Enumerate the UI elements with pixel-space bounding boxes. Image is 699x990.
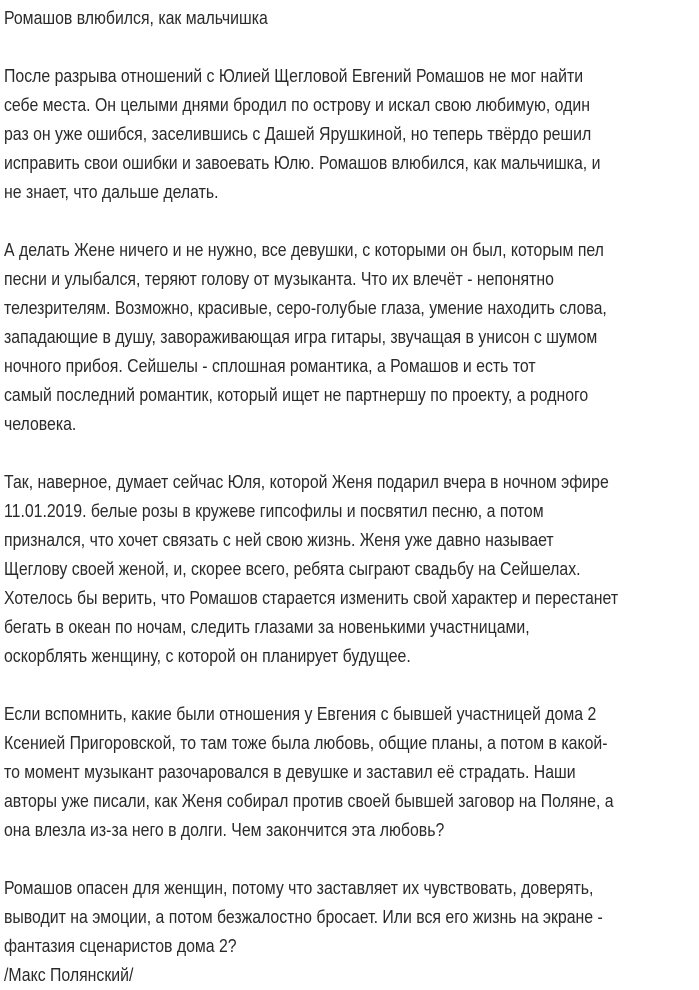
text-line: Хотелось бы верить, что Ромашов старается изменить свой характер и перестанет	[4, 588, 619, 608]
text-line: себе места. Он целыми днями бродил по острову и искал свою любимую, один	[4, 95, 590, 115]
text-line: раз он уже ошибся, заселившись с Дашей Ярушкиной, но теперь твёрдо решил	[4, 124, 592, 144]
text-line: человека.	[4, 414, 77, 434]
text-line: Ромашов опасен для женщин, потому что заставляет их чувствовать, доверять,	[4, 878, 594, 898]
text-line: бегать в океан по ночам, следить глазами за новенькими участницами,	[4, 617, 530, 637]
text-line: самый последний романтик, который ищет не партнершу по проекту, а родного	[4, 385, 589, 405]
article	[4, 4, 673, 990]
text-line: Если вспомнить, какие были отношения у Евгения с бывшей участницей дома 2	[4, 704, 597, 724]
text-line: не знает, что дальше делать.	[4, 182, 219, 202]
paragraph-5	[4, 874, 673, 961]
article-title: Ромашов влюбился, как мальчишка	[4, 8, 268, 28]
text-line: исправить свои ошибки и завоевать Юлю. Ромашов влюбился, как мальчишка, и	[4, 153, 601, 173]
text-line: Ксенией Пригоровской, то там тоже была любовь, общие планы, а потом в какой-	[4, 733, 608, 753]
paragraph-2	[4, 236, 673, 439]
text-line: признался, что хочет связать с ней свою жизнь. Женя уже давно называет	[4, 530, 554, 550]
paragraph-3	[4, 468, 673, 671]
text-line: телезрителям. Возможно, красивые, серо-голубые глаза, умение находить слова,	[4, 298, 607, 318]
author-signature: /Макс Полянский/	[4, 965, 134, 985]
text-line: она влезла из-за него в долги. Чем закончится эта любовь?	[4, 820, 445, 840]
text-line: Щеглову своей женой, и, скорее всего, ребята сыграют свадьбу на Сейшелах.	[4, 559, 581, 579]
text-line: западающие в душу, завораживающая игра гитары, звучащая в унисон с шумом	[4, 327, 598, 347]
paragraph-4	[4, 700, 673, 845]
text-line: авторы уже писали, как Женя собирал против своей бывшей заговор на Поляне, а	[4, 791, 614, 811]
text-line: то момент музыкант разочаровался в девушке и заставил её страдать. Наши	[4, 762, 576, 782]
text-line: 11.01.2019. белые розы в кружеве гипсофилы и посвятил песню, а потом	[4, 501, 544, 521]
text-line: Так, наверное, думает сейчас Юля, которой Женя подарил вчера в ночном эфире	[4, 472, 609, 492]
text-line: выводит на эмоции, а потом безжалостно бросает. Или вся его жизнь на экране -	[4, 907, 603, 927]
text-line: ночного прибоя. Сейшелы - сплошная романтика, а Ромашов и есть тот	[4, 356, 536, 376]
text-line: А делать Жене ничего и не нужно, все девушки, с которыми он был, которым пел	[4, 240, 604, 260]
paragraph-1	[4, 62, 673, 207]
text-line: фантазия сценаристов дома 2?	[4, 936, 237, 956]
text-line: оскорблять женщину, с которой он планирует будущее.	[4, 646, 411, 666]
text-line: После разрыва отношений с Юлией Щегловой Евгений Ромашов не мог найти	[4, 66, 584, 86]
text-line: песни и улыбался, теряют голову от музыканта. Что их влечёт - непонятно	[4, 269, 554, 289]
